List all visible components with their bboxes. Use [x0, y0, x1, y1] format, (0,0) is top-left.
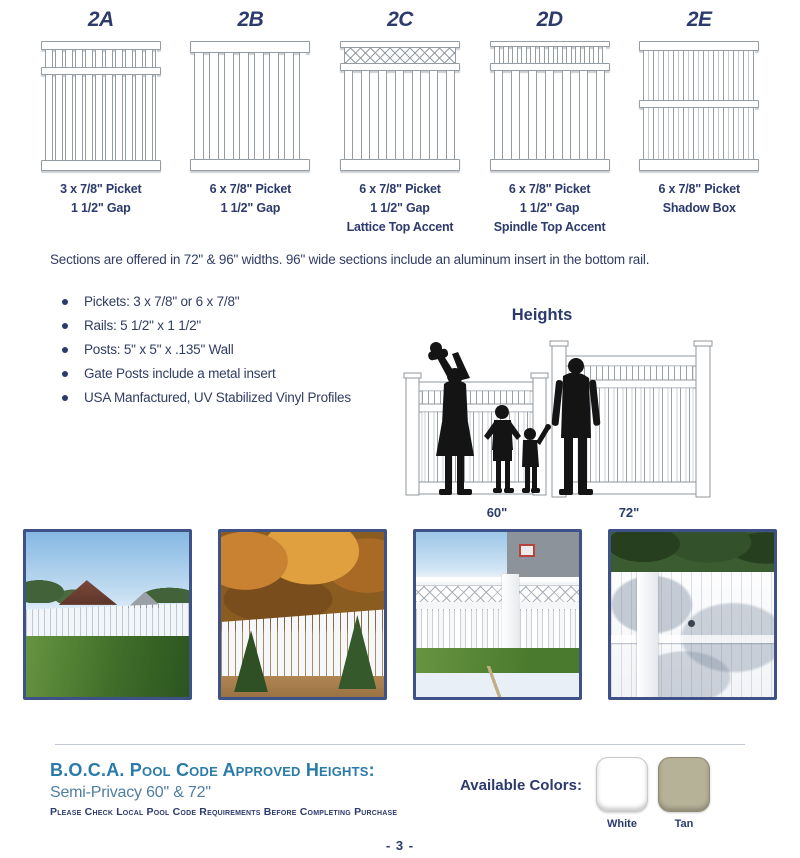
photo-fence-closeup — [608, 529, 777, 700]
style-2e-title: 2E — [686, 8, 712, 31]
spec-item: Rails: 5 1/2" x 1 1/2" — [58, 318, 351, 333]
fence-diagram-2d — [490, 41, 610, 171]
spec-item: USA Manfactured, UV Stabilized Vinyl Profiles — [58, 390, 351, 405]
spec-item: Gate Posts include a metal insert — [58, 366, 351, 381]
fence-diagram-2b — [190, 41, 310, 171]
intro-text: Sections are offered in 72" & 96" widths. 96" wide sections include an aluminum insert in the bottom rail. — [50, 252, 650, 268]
pool-code-subheading: Semi-Privacy 60" & 72" — [50, 784, 211, 802]
heights-illustration — [392, 324, 782, 529]
style-2d — [475, 8, 625, 236]
style-2e-caption: 6 x 7/8" Picket Shadow Box — [658, 182, 740, 215]
available-colors-block — [460, 757, 720, 830]
photo-fence-autumn — [218, 529, 387, 700]
style-2a-caption: 3 x 7/8" Picket 1 1/2" Gap — [60, 182, 142, 215]
style-2c-title: 2C — [387, 8, 413, 31]
style-2c-caption: 6 x 7/8" Picket 1 1/2" Gap Lattice Top Accent — [346, 182, 454, 234]
photo-strip — [0, 529, 800, 700]
style-2b-caption: 6 x 7/8" Picket 1 1/2" Gap — [209, 182, 292, 215]
spec-item: Pickets: 3 x 7/8" or 6 x 7/8" — [58, 294, 351, 309]
style-2a — [26, 8, 176, 236]
height-label-72: 72" — [618, 505, 640, 521]
style-2e — [624, 8, 774, 236]
pool-code-block — [50, 760, 397, 818]
height-label-60: 60" — [486, 505, 508, 521]
photo-fence-lawn — [23, 529, 192, 700]
swatch-tan-label: Tan — [674, 818, 694, 831]
bottom-section — [0, 745, 800, 855]
style-2a-title: 2A — [87, 8, 114, 31]
swatch-white-label: White — [607, 818, 637, 831]
style-2c — [325, 8, 475, 236]
swatch-tan-wrap — [658, 757, 710, 830]
heights-diagram — [392, 296, 787, 521]
heights-title: Heights — [511, 306, 573, 325]
fence-diagram-2a — [41, 41, 161, 171]
fence-diagram-2c — [340, 41, 460, 171]
available-colors-label: Available Colors: — [460, 777, 582, 795]
fence-styles-row — [26, 8, 774, 236]
fence-diagram-2e — [639, 41, 759, 171]
spec-item: Posts: 5" x 5" x .135" Wall — [58, 342, 351, 357]
style-2b — [176, 8, 326, 236]
swatch-white-wrap — [596, 757, 648, 830]
style-2d-title: 2D — [536, 8, 563, 31]
pool-code-heading: B.O.C.A. Pool Code Approved Heights: — [50, 760, 375, 781]
middle-section — [0, 236, 800, 523]
color-swatch-white — [596, 757, 648, 812]
photo-fence-lattice-top — [413, 529, 582, 700]
pool-code-disclaimer: Please Check Local Pool Code Requirements Before Completing Purchase — [50, 806, 398, 819]
page-number: - 3 - — [385, 838, 415, 854]
specs-list — [58, 294, 351, 414]
style-2d-caption: 6 x 7/8" Picket 1 1/2" Gap Spindle Top Accent — [493, 182, 606, 234]
style-2b-title: 2B — [237, 8, 264, 31]
color-swatch-tan — [658, 757, 710, 812]
